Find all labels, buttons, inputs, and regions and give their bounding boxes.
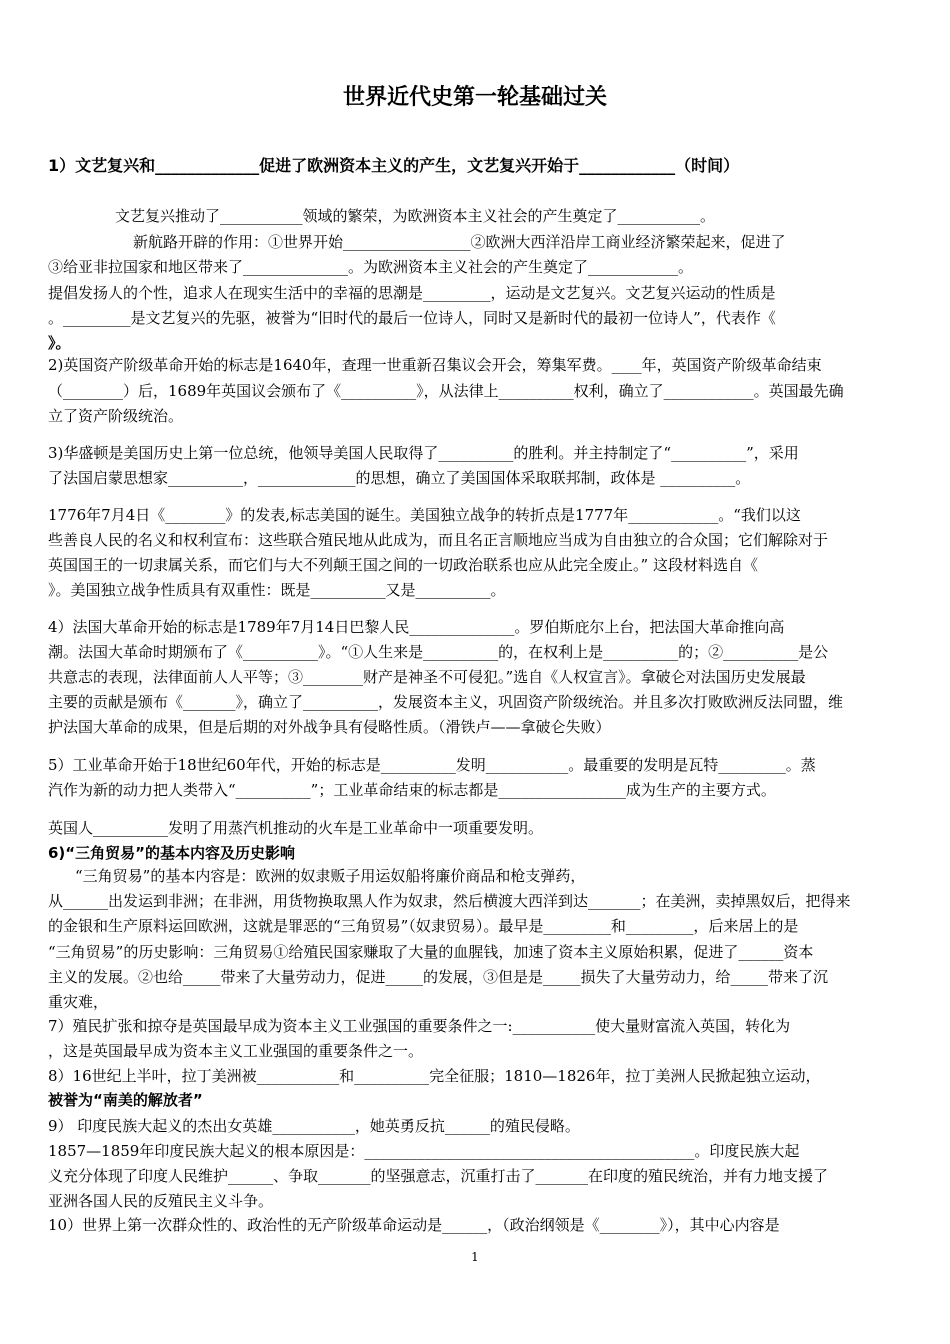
text-line: 9） 印度民族大起义的杰出女英雄___________，她英勇反抗______的殖民侵略。 <box>48 1117 580 1135</box>
text-line: 4）法国大革命开始的标志是1789年7月14日巴黎人民______________。罗伯斯庇尔上台，把法国大革命推向高 <box>48 618 785 636</box>
text-line: 7）殖民扩张和掠夺是英国最早成为资本主义工业强国的重要条件之一:___________使大量财富流入英国，转化为 <box>48 1017 791 1035</box>
text-line: 立了资产阶级统治。 <box>48 407 184 425</box>
text-line: 3)华盛顿是美国历史上第一位总统，他领导美国人民取得了__________的胜利。并主持制定了“__________”，采用 <box>48 444 799 462</box>
text-line: 新航路开辟的作用：①世界开始_________________②欧洲大西洋沿岸工商业经济繁荣起来，促进了 <box>133 233 786 251</box>
text-line: 6)“三角贸易”的基本内容及历史影响 <box>48 844 296 862</box>
text-line: 2)英国资产阶级革命开始的标志是1640年，查理一世重新召集议会开会，筹集军费。____年，英国资产阶级革命结束 <box>48 356 822 374</box>
page-title: 世界近代史第一轮基础过关 <box>342 85 607 110</box>
text-line: ，这是英国最早成为资本主义工业强国的重要条件之一。 <box>48 1042 424 1060</box>
text-line: 主义的发展。②也给_____带来了大量劳动力，促进_____的发展，③但是是_____损失了大量劳动力，给_____带来了沉 <box>48 968 829 986</box>
text-line: 》。美国独立战争性质具有双重性：既是__________又是__________。 <box>48 581 506 599</box>
text-line: 8）16世纪上半叶，拉丁美洲被___________和__________完全征服；1810—1826年，拉丁美洲人民掀起独立运动， <box>48 1067 821 1085</box>
text-line: 潮。法国大革命时期颁布了《__________》。“①人生来是__________的，在权利上是__________的；②__________是公 <box>48 643 829 661</box>
page-number: 1 <box>471 1250 479 1264</box>
text-line: 英国国王的一切隶属关系，而它们与大不列颠王国之间的一切政治联系也应从此完全废止。” 这段材料选自《 <box>48 556 758 574</box>
text-line: ③给亚非拉国家和地区带来了______________。为欧洲资本主义社会的产生奠定了____________。 <box>48 258 694 276</box>
text-line: 义充分体现了印度人民维护______、争取_______的坚强意志，沉重打击了_______在印度的殖民统治，并有力地支援了 <box>48 1167 829 1185</box>
text-line: 》。 <box>48 334 71 352</box>
text-line: 10）世界上第一次群众性的、政治性的无产阶级革命运动是______，（政治纲领是《________》），其中心内容是 <box>48 1216 780 1234</box>
text-line: 文艺复兴推动了___________领域的繁荣，为欧洲资本主义社会的产生奠定了___________。 <box>115 207 716 225</box>
text-line: 的金银和生产原料运回欧洲，这就是罪恶的“三角贸易”（奴隶贸易）。最早是_________和_________，后来居上的是 <box>48 917 799 935</box>
text-line: 英国人__________发明了用蒸汽机推动的火车是工业革命中一项重要发明。 <box>48 819 544 837</box>
text-line: 1）文艺复兴和_____________促进了欧洲资本主义的产生，文艺复兴开始于____________（时间） <box>48 156 740 175</box>
text-line: 共意志的表现，法律面前人人平等；③________财产是神圣不可侵犯。”选自《人权宣言》。拿破仑对法国历史发展最 <box>48 668 806 686</box>
text-line: 护法国大革命的成果，但是后期的对外战争具有侵略性质。（滑铁卢——拿破仑失败） <box>48 718 611 736</box>
text-line: 1776年7月4日《________》的发表,标志美国的诞生。美国独立战争的转折点是1777年____________。“我们以这 <box>48 506 801 524</box>
text-line: 从______出发运到非洲；在非洲，用货物换取黑人作为奴隶，然后横渡大西洋到达_______；在美洲，卖掉黑奴后，把得来 <box>48 892 851 910</box>
text-line: 提倡发扬人的个性，追求人在现实生活中的幸福的思潮是_________，运动是文艺复兴。文艺复兴运动的性质是 <box>48 284 776 302</box>
text-line: 了法国启蒙思想家__________，_____________的思想，确立了美国国体采取联邦制，政体是 __________。 <box>48 469 751 487</box>
text-line: 被誉为“南美的解放者” <box>48 1091 203 1109</box>
text-line: 亚洲各国人民的反殖民主义斗争。 <box>48 1192 274 1210</box>
text-line: 5）工业革命开始于18世纪60年代，开始的标志是__________发明___________。最重要的发明是瓦特_________。蒸 <box>48 756 816 774</box>
text-line: 。_________是文艺复兴的先驱，被誉为“旧时代的最后一位诗人，同时又是新时代的最初一位诗人”，代表作《 <box>48 309 776 327</box>
text-line: 1857—1859年印度民族大起义的根本原因是：____________________________________________。印度民族大起 <box>48 1142 800 1160</box>
text-line: 主要的贡献是颁布《_______》，确立了__________，发展资本主义，巩固资产阶级统治。并且多次打败欧洲反法同盟，维 <box>48 693 844 711</box>
text-line: 汽作为新的动力把人类带入“__________”；工业革命结束的标志都是_________________成为生产的主要方式。 <box>48 781 776 799</box>
text-line: 重灾难， <box>48 993 109 1011</box>
text-line: “三角贸易”的历史影响：三角贸易①给殖民国家赚取了大量的血腥钱，加速了资本主义原始积累，促进了______资本 <box>48 943 814 961</box>
text-line: 些善良人民的名义和权利宣布：这些联合殖民地从此成为，而且名正言顺地应当成为自由独立的合众国；它们解除对于 <box>48 531 829 549</box>
text-line: （________）后，1689年英国议会颁布了《__________》，从法律上__________权利，确立了____________。英国最先确 <box>48 382 844 400</box>
text-line: “三角贸易”的基本内容是：欧洲的奴隶贩子用运奴船将廉价商品和枪支弹药， <box>75 867 586 885</box>
